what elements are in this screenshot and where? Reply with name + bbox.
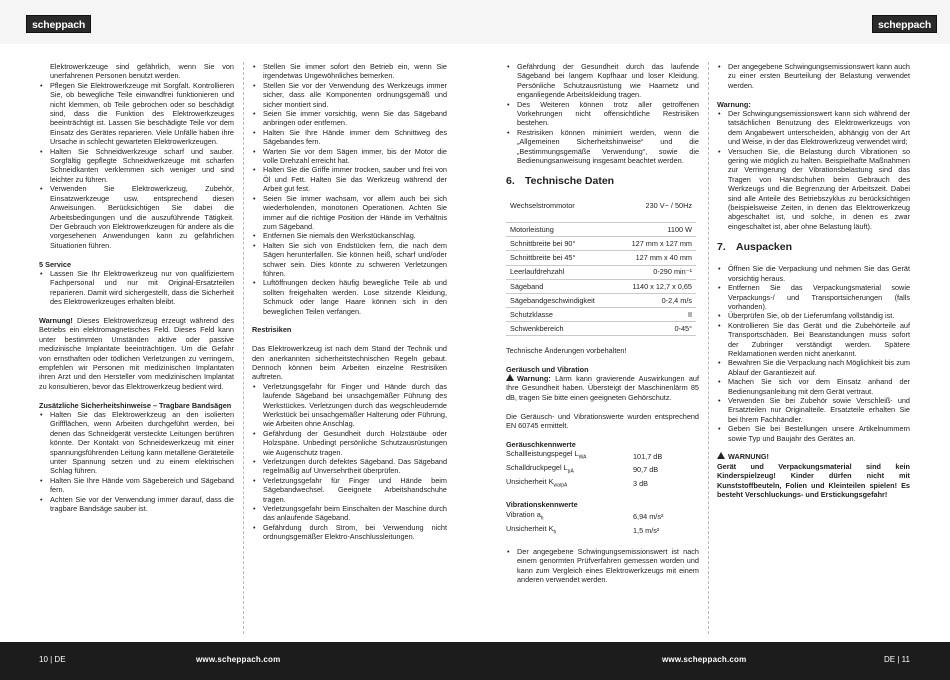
spec-label: Sägeband bbox=[506, 279, 615, 293]
value-number: 6,94 m/s² bbox=[633, 511, 664, 521]
value-label bbox=[506, 510, 633, 524]
list-item: • Stellen Sie vor der Verwendung des Werkzeugs immer sicher, dass alle Komponenten ordnungsgemäß und sicher montiert sind. bbox=[252, 81, 447, 109]
page-number-left: 10 | DE bbox=[39, 655, 66, 664]
emf-warning bbox=[39, 316, 234, 391]
value-label-subscript: h bbox=[540, 515, 544, 522]
value-label bbox=[506, 524, 633, 538]
list-item: • Bewahren Sie die Verpackung nach Möglichkeit bis zum Ablauf der Garantiezeit auf. bbox=[717, 358, 910, 377]
column-4 bbox=[717, 62, 910, 499]
value-label bbox=[506, 477, 633, 491]
list-item: • Verletzungen durch defektes Sägeband. Das Sägeband regelmäßig auf Unversehrtheit überprüfen. bbox=[252, 457, 447, 476]
spec-value: 127 mm x 40 mm bbox=[615, 251, 696, 265]
list-item: • Pflegen Sie Elektrowerkzeuge mit Sorgfalt. Kontrollieren Sie, ob bewegliche Teile einwandfrei funktionieren und nicht klemmen, ob Teile gebrochen oder so beschädigt sind, dass die Funktion des Elektrowerkzeuges beeinträchtigt ist. Lassen Sie beschädigte Teile vor dem Einsatz des Gerätes reparieren. Viele Unfälle haben ihre Ursache in schlecht gewarteten Elektrowerkzeugen. bbox=[39, 81, 234, 147]
spec-value: 0-2,4 m/s bbox=[615, 293, 696, 307]
value-number: 1,5 m/s² bbox=[633, 525, 660, 535]
unpacking-list bbox=[717, 264, 910, 443]
intro-continuation: Elektrowerkzeuge sind gefährlich, wenn Sie von unerfahrenen Personen benutzt werden. bbox=[50, 62, 234, 81]
spec-row bbox=[506, 237, 696, 251]
warning-text: Lärm kann gravierende Auswirkungen auf Ihre Gesundheit haben. Übersteigt der Maschinenlärm 85 dB, tragen Sie bitte einen geeigneten Gehörschutz. bbox=[506, 374, 699, 402]
value-label-text: Unsicherheit K bbox=[506, 523, 554, 533]
list-item: • Verwenden Sie Elektrowerkzeug, Zubehör, Einsatzwerkzeuge usw. entsprechend diesen Anweisungen. Berücksichtigen Sie dabei die Arbeitsbedingungen und die auszuführende Tätigkeit. Der Gebrauch von Elektrowerkzeugen für andere als die vorgesehenen Anwendungen kann zu gefährlichen Situationen führen. bbox=[39, 184, 234, 250]
list-item: • Halten Sie die Griffe immer trocken, sauber und frei von Öl und Fett. Halten Sie das Werkzeug während der Arbeit gut fest. bbox=[252, 165, 447, 193]
list-item: • Lassen Sie Ihr Elektrowerkzeug nur von qualifiziertem Fachpersonal und nur mit Original-Ersatzteilen reparieren. Damit wird sichergestellt, dass die Sicherheit des Elektrowerkzeuges erhalten bleibt. bbox=[39, 269, 234, 307]
extra-safety-heading: Zusätzliche Sicherheitshinweise – Tragbare Bandsägen bbox=[39, 400, 232, 410]
column-3 bbox=[506, 62, 699, 584]
warning-triangle-icon bbox=[506, 374, 514, 381]
extra-safety-list bbox=[39, 410, 234, 513]
changes-note: Technische Änderungen vorbehalten! bbox=[506, 345, 627, 355]
page-number-right: DE | 11 bbox=[884, 655, 910, 664]
list-item: • Kontrollieren Sie das Gerät und die Zubehörteile auf Transportschäden. Bei Beanstandungen muss sofort der Zubringer verständigt werden. Spätere Reklamationen werden nicht anerkannt. bbox=[717, 321, 910, 359]
list-item: • Verletzungsgefahr beim Einschalten der Maschine durch das anlaufende Sägeband. bbox=[252, 504, 447, 523]
vibration-warning-label: Warnung: bbox=[717, 99, 751, 109]
value-row bbox=[506, 463, 662, 477]
spec-value: 0-290 min⁻¹ bbox=[615, 265, 696, 279]
child-safety-warning-text: Gerät und Verpackungsmaterial sind kein Kinderspielzeug! Kinder dürfen nicht mit Kunststoffbeuteln, Folien und Kleinteilen spielen! Es besteht Verschluckungs- und Erstickungsgefahr! bbox=[717, 461, 910, 500]
residual-risks-text: Das Elektrowerkzeug ist nach dem Stand der Technik und den anerkannten sicherheitstechnischen Regeln gebaut. Dennoch können beim Arbeiten einzelne Restrisiken auftreten. bbox=[252, 344, 447, 382]
spec-row bbox=[506, 308, 696, 322]
noise-warning bbox=[506, 374, 699, 402]
list-item: • Machen Sie sich vor dem Einsatz anhand der Bedienungsanleitung mit dem Gerät vertraut. bbox=[717, 377, 910, 396]
spec-row bbox=[506, 322, 696, 336]
vibration-values-table bbox=[506, 510, 663, 538]
page-footer bbox=[0, 642, 950, 680]
column-divider-left bbox=[243, 62, 244, 634]
residual-risks-heading: Restrisiken bbox=[252, 325, 292, 335]
list-item: • Der angegebene Schwingungsemissionswert kann auch zu einer ersten Beurteilung der Belastung verwendet werden. bbox=[717, 62, 910, 90]
spec-label: Schwenkbereich bbox=[506, 322, 615, 336]
list-item: • Entfernen Sie das Verpackungsmaterial sowie Verpackungs-/ und Transportsicherungen (falls vorhanden). bbox=[717, 283, 910, 311]
spec-value: 1100 W bbox=[615, 222, 696, 236]
emission-bullet-list bbox=[506, 547, 699, 585]
spec-label: Schnittbreite bei 90° bbox=[506, 237, 615, 251]
warning-label: Warnung! bbox=[39, 315, 73, 325]
list-item: • Warten Sie vor dem Sägen immer, bis der Motor die volle Drehzahl erreicht hat. bbox=[252, 147, 447, 166]
list-item: • Der Schwingungsemissionswert kann sich während der tatsächlichen Benutzung des Elektrowerkzeugs von dem Angabewert unterscheiden, abhängig von der Art und Weise, in der das Elektrowerkzeug verwendet wird; bbox=[717, 109, 910, 147]
spec-label: Motorleistung bbox=[506, 222, 615, 236]
website-link-left[interactable]: www.scheppach.com bbox=[196, 655, 281, 664]
spec-label: Schnittbreite bei 45° bbox=[506, 251, 615, 265]
column-divider-right bbox=[708, 62, 709, 634]
warning-text: Dieses Elektrowerkzeug erzeugt während des Betriebs ein elektromagnetisches Feld. Dieses Feld kann unter bestimmten Umständen aktive oder passive medizinische Implantate beeinträchtigen. Um die Gefahr von ernsthaften oder tödlichen Verletzungen zu verringern, empfehlen wir Personen mit medizinischen Implantaten ihren Arzt und den Hersteller vom medizinischen Implantat zu konsultieren, bevor das Elektrowerkzeug bedient wird. bbox=[39, 315, 234, 391]
list-item: • Des Weiteren können trotz aller getroffenen Vorkehrungen nicht offensichtliche Restrisiken bestehen. bbox=[506, 100, 699, 128]
noise-standard-text: Die Geräusch- und Vibrationswerte wurden entsprechend EN 60745 ermittelt. bbox=[506, 411, 699, 431]
spec-row bbox=[506, 222, 696, 236]
value-label-text: Schallleistungspegel L bbox=[506, 449, 579, 459]
list-item: • Seien Sie immer vorsichtig, wenn Sie das Sägeband anbringen oder entfernen. bbox=[252, 109, 447, 128]
child-safety-warning-label bbox=[717, 452, 910, 461]
list-item: • Halten Sie Ihre Hände immer dem Schnittweg des Sägebandes fern. bbox=[252, 128, 447, 147]
list-item: • Halten Sie das Elektrowerkzeug an den isolierten Griffflächen, wenn Arbeiten durchgeführt werden, bei denen das Schneidgerät versteckte Leitungen berühren könnte. Der Kontakt von Schneidewerkzeug mit einer spannungsführenden Leitung kann metallene Geräteteile unter Spannung setzen und zu einem elektrischen Schlag führen. bbox=[39, 410, 234, 476]
spec-label: Sägebandgeschwindigkeit bbox=[506, 293, 615, 307]
spec-row bbox=[506, 279, 696, 293]
list-item: • Seien Sie immer wachsam, vor allem auch bei sich wiederholenden, monotonen Operationen. Achten Sie immer auf die richtige Position der Hände im Verhältnis zum Sägeband. bbox=[252, 194, 447, 232]
list-item: • Entfernen Sie niemals den Werkstückanschlag. bbox=[252, 231, 447, 240]
list-item: • Versuchen Sie, die Belastung durch Vibrationen so gering wie möglich zu halten. Beispielhafte Maßnahmen zur Verringerung der Vibrationsbelastung sind das Tragen von Handschuhen beim Gebrauch des Werkzeugs und die Begrenzung der Arbeitszeit. Dabei sind alle Anteile des Betriebszyklus zu berücksichtigen (beispielsweise Zeiten, in denen das Elektrowerkzeug abgeschaltet ist, und solche, in denen es zwar eingeschaltet ist, aber ohne Belastung läuft). bbox=[717, 147, 910, 232]
value-label-text: Unsicherheit K bbox=[506, 477, 554, 486]
spec-label: Leerlaufdrehzahl bbox=[506, 265, 615, 279]
spec-value: 230 V~ / 50Hz bbox=[615, 198, 696, 222]
list-item: • Luftöffnungen decken häufig bewegliche Teile ab und sollten freigehalten werden. Lose sitzende Kleidung, Schmuck oder lange Haare können sich in den beweglichen Teilen verfangen. bbox=[252, 278, 447, 316]
brand-logo-left: scheppach bbox=[26, 15, 91, 33]
vibration-warning-list bbox=[717, 109, 910, 231]
list-item: • Halten Sie Ihre Hände vom Sägebereich und Sägeband fern. bbox=[39, 476, 234, 495]
unpacking-heading bbox=[717, 241, 910, 254]
value-label-subscript: wa/pA bbox=[553, 482, 568, 489]
spec-value: 1140 x 12,7 x 0,65 bbox=[615, 279, 696, 293]
vibration-values-heading: Vibrationskennwerte bbox=[506, 500, 578, 510]
warning-triangle-icon bbox=[717, 452, 725, 459]
list-item: • Achten Sie vor der Verwendung immer darauf, dass die tragbare Bandsäge sauber ist. bbox=[39, 495, 234, 514]
spec-row bbox=[506, 293, 696, 307]
service-heading: 5 Service bbox=[39, 259, 72, 269]
list-item: • Öffnen Sie die Verpackung und nehmen Sie das Gerät vorsichtig heraus. bbox=[717, 264, 910, 283]
residual-risks-list bbox=[252, 382, 447, 542]
list-item: • Verletzungsgefahr für Finger und Hände durch das laufende Sägeband bei unsachgemäßer Führung des Werkstückes. Verletzungen durch das wegschleudernde Werkstück bei unsachgemäßer Halterung oder Führung, wie Arbeiten ohne Anschlag. bbox=[252, 382, 447, 429]
value-row bbox=[506, 449, 662, 463]
list-item: • Gefährdung der Gesundheit durch Holzstäube oder Holzspäne. Unbedingt persönliche Schutzausrüstungen wie Augenschutz tragen. bbox=[252, 429, 447, 457]
value-label-subscript: WA bbox=[578, 454, 587, 461]
list-item: • Gefährdung der Gesundheit durch das laufende Sägeband bei langem Kopfhaar und loser Kleidung. Persönliche Schutzausrüstung wie Haarnetz und enganliegende Arbeitskleidung tragen. bbox=[506, 62, 699, 100]
list-item: • Geben Sie bei Bestellungen unsere Artikelnummern sowie Typ und Baujahr des Gerätes an. bbox=[717, 424, 910, 443]
list-item: • Restrisiken können minimiert werden, wenn die „Allgemeinen Sicherheitshinweise“ und die „Bestimmungsgemäße Verwendung“, sowie die Bedienungsanweisung insgesamt beachtet werden. bbox=[506, 128, 699, 166]
value-row bbox=[506, 510, 663, 524]
safety-bullet-list bbox=[252, 62, 447, 316]
list-item: • Halten Sie Schneidwerkzeuge scharf und sauber. Sorgfältig gepflegte Schneidwerkzeuge mit scharfen Schneidkanten verklemmen sich weniger und sind leichter zu führen. bbox=[39, 147, 234, 185]
care-bullet-list bbox=[39, 81, 234, 250]
section-number: 7. bbox=[717, 241, 726, 254]
noise-vibration-heading: Geräusch und Vibration bbox=[506, 364, 589, 374]
section-title: Auspacken bbox=[736, 241, 793, 254]
column-1 bbox=[39, 62, 234, 513]
value-number: 101,7 dB bbox=[633, 451, 663, 461]
warning-label: Warnung: bbox=[517, 374, 551, 384]
list-item: • Überprüfen Sie, ob der Lieferumfang vollständig ist. bbox=[717, 311, 910, 320]
brand-logo-right: scheppach bbox=[872, 15, 937, 33]
spec-row bbox=[506, 198, 696, 222]
technical-data-table bbox=[506, 198, 696, 336]
value-number: 3 dB bbox=[633, 479, 649, 489]
residual-risks-continued-list bbox=[506, 62, 699, 165]
list-item: • Verwenden Sie bei Zubehör sowie Verschleiß- und Ersatzteilen nur Originalteile. Ersatzteile erhalten Sie bei Ihrem Fachhändler. bbox=[717, 396, 910, 424]
technical-data-heading bbox=[506, 175, 699, 188]
value-label-subscript: pA bbox=[567, 468, 574, 475]
spec-label: Wechselstrommotor bbox=[506, 198, 615, 222]
value-label bbox=[506, 449, 633, 463]
value-label bbox=[506, 463, 633, 477]
spec-value: 0-45° bbox=[615, 322, 696, 336]
column-2 bbox=[252, 62, 447, 542]
section-number: 6. bbox=[506, 175, 515, 188]
website-link-right[interactable]: www.scheppach.com bbox=[662, 655, 747, 664]
value-label-subscript: h bbox=[553, 528, 557, 535]
value-label-text: Vibration a bbox=[506, 509, 541, 519]
list-item: • Halten Sie sich von Endstücken fern, die nach dem Sägen herunterfallen. Sie können heiß, scharf und/oder schwer sein. Dies könnte zu schweren Verletzungen führen. bbox=[252, 241, 447, 279]
noise-values-heading: Geräuschkennwerte bbox=[506, 439, 576, 449]
page-header bbox=[0, 0, 950, 44]
list-item: • Der angegebene Schwingungsemissionswert ist nach einem genormten Prüfverfahren gemessen worden und kann zum Vergleich eines Elektrowerkzeugs mit einem anderen verwendet werden. bbox=[506, 547, 699, 585]
emission-continued-list bbox=[717, 62, 910, 90]
spec-value: II bbox=[615, 308, 696, 322]
value-row bbox=[506, 524, 663, 538]
noise-values-table bbox=[506, 449, 662, 491]
service-bullet-list bbox=[39, 269, 234, 307]
list-item: • Verletzungsgefahr für Finger und Hände beim Sägebandwechsel. Geeignete Arbeitshandschuhe tragen. bbox=[252, 476, 447, 504]
value-number: 90,7 dB bbox=[633, 465, 659, 475]
list-item: • Gefährdung durch Strom, bei Verwendung nicht ordnungsgemäßer Elektro-Anschlussleitungen. bbox=[252, 523, 447, 542]
list-item: • Stellen Sie immer sofort den Betrieb ein, wenn Sie irgendetwas Ungewöhnliches bemerken. bbox=[252, 62, 447, 81]
spec-label: Schutzklasse bbox=[506, 308, 615, 322]
spec-value: 127 mm x 127 mm bbox=[615, 237, 696, 251]
value-row bbox=[506, 477, 662, 491]
spec-row bbox=[506, 251, 696, 265]
value-label-text: Schalldruckpegel L bbox=[506, 463, 568, 473]
warning-label: WARNUNG! bbox=[728, 452, 769, 462]
section-title: Technische Daten bbox=[525, 175, 615, 188]
spec-row bbox=[506, 265, 696, 279]
